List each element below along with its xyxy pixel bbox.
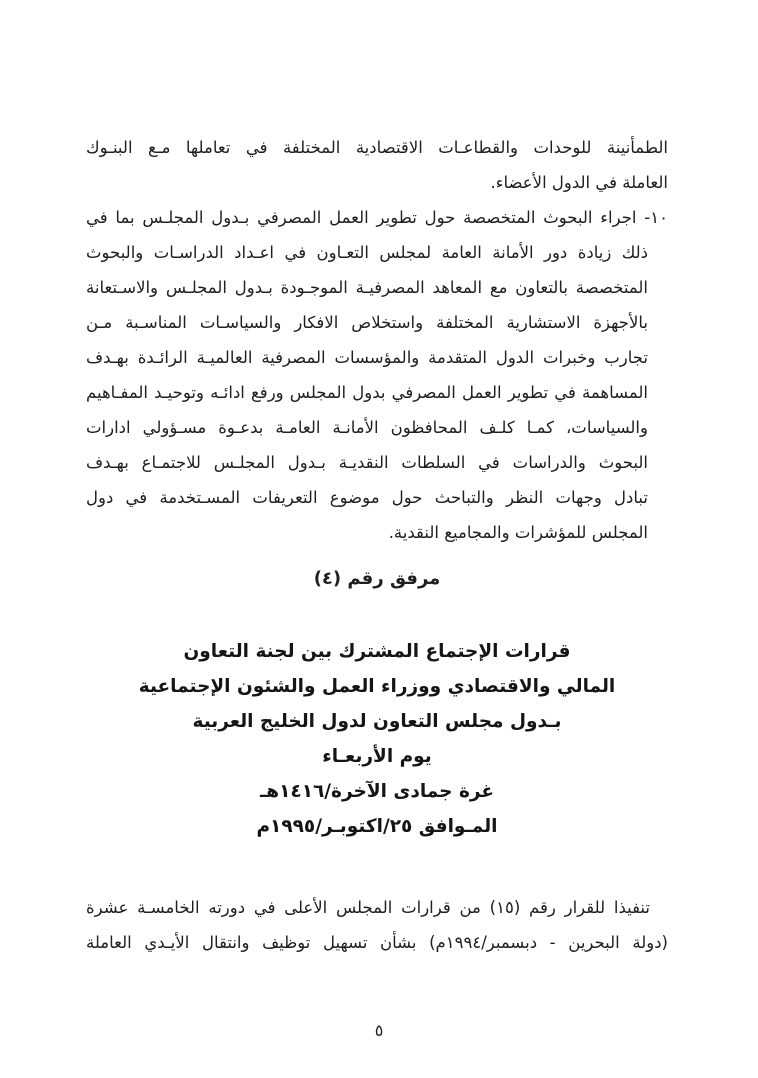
title-line: غرة جمادى الآخرة/١٤١٦هـ: [259, 781, 495, 802]
text-line: المتخصصة بالتعاون مع المعاهد المصرفيـة الموجـودة بـدول المجلـس والاسـتعانة: [86, 278, 648, 297]
text-line: تبادل وجهات النظر والتباحث حول موضوع التعريفات المسـتخدمة في دول: [86, 488, 648, 507]
text-line: ١٠- اجراء البحوث المتخصصة حول تطوير العمل المصرفي بـدول المجلـس بما في: [86, 208, 668, 227]
text-line: الطمأنينة للوحدات والقطاعـات الاقتصادية المختلفة في تعاملها مـع البنـوك: [86, 138, 668, 157]
attachment-heading: مرفق رقم (٤): [313, 568, 441, 589]
page-number: ٥: [374, 1021, 384, 1040]
text-line: بالأجهزة الاستشارية المختلفة واستخلاص الافكار والسياسـات المناسـبة مـن: [86, 313, 648, 332]
text-line: ذلك زيادة دور الأمانة العامة لمجلس التعـاون في اعـداد الدراسـات والبحوث: [86, 243, 648, 262]
page-content: [86, 130, 668, 960]
text-line: تجارب وخبرات الدول المتقدمة والمؤسسات المصرفية العالميـة الرائـدة بهـدف: [86, 348, 648, 367]
text-line: البحوث والدراسات في السلطات النقديـة بـدول المجلـس للاجتمـاع بهـدف: [86, 453, 648, 472]
title-line: يوم الأربعـاء: [322, 746, 432, 767]
text-line: المساهمة في تطوير العمل المصرفي بدول المجلس ورفع ادائـه وتوحيـد المفـاهيم: [86, 383, 648, 402]
list-item-10-paragraph: [86, 200, 668, 550]
meeting-title-block: [86, 634, 668, 844]
text-line: (دولة البحرين - دبسمبر/١٩٩٤م) بشأن تسهيل توظيف وانتقال الأيـدي العاملة: [86, 933, 668, 952]
text-line: تنفيذا للقرار رقم (١٥) من قرارات المجلس الأعلى في دورته الخامسـة عشرة: [86, 898, 650, 917]
text-line: والسياسات، كمـا كلـف المحافظون الأمانـة العامـة بدعـوة مسـؤولي ادارات: [86, 418, 648, 437]
text-line: العاملة في الدول الأعضاء.: [490, 173, 668, 192]
title-line: بـدول مجلس التعاون لدول الخليج العربية: [192, 711, 562, 732]
paragraph-continuation: [86, 130, 668, 200]
title-line: المالي والاقتصادي ووزراء العمل والشئون الإجتماعية: [138, 676, 616, 697]
title-line: قرارات الإجتماع المشترك بين لجنة التعاون: [183, 641, 571, 662]
text-line: المجلس للمؤشرات والمجاميع النقدية.: [388, 523, 648, 542]
intro-paragraph: [86, 890, 668, 960]
title-line: المـوافق ٢٥/اكتوبـر/١٩٩٥م: [256, 816, 498, 837]
